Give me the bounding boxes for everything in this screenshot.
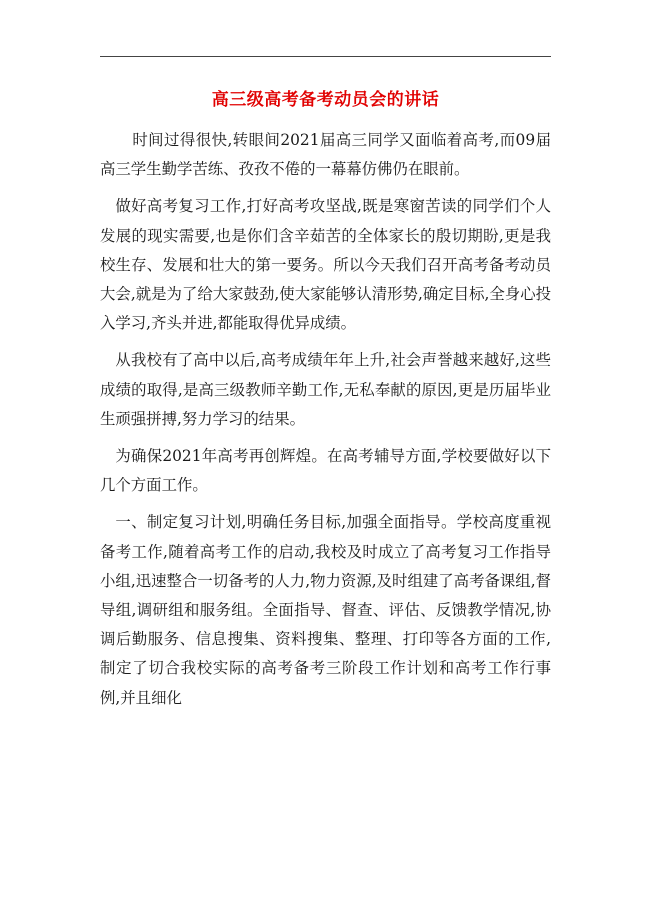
paragraph-1: 时间过得很快,转眼间2021届高三同学又面临着高考,而09届高三学生勤学苦练、孜孜不倦的一幕幕仿佛仍在眼前。 [100, 131, 551, 179]
document-title: 高三级高考备考动员会的讲话 [211, 90, 440, 110]
paragraph-2: 做好高考复习工作,打好高考攻坚战,既是寒窗苦读的同学们个人发展的现实需要,也是你们含辛茹苦的全体家长的殷切期盼,更是我校生存、发展和壮大的第一要务。所以今天我们召开高考备考动员大会,就是为了给大家鼓劲,使大家能够认清形势,确定目标,全身心投入学习,齐头并进,都能取得优异成绩。 [100, 197, 551, 333]
document-body [100, 126, 551, 721]
paragraph-5: 一、制定复习计划,明确任务目标,加强全面指导。学校高度重视备考工作,随着高考工作的启动,我校及时成立了高考复习工作指导小组,迅速整合一切备考的人力,物力资源,及时组建了高考备课组,督导组,调研组和服务组。全面指导、督查、评估、反馈教学情况,协调后勤服务、信息搜集、资料搜集、整理、打印等各方面的工作,制定了切合我校实际的高考备考三阶段工作计划和高考工作行事例,并且细化 [100, 513, 551, 707]
paragraph-3: 从我校有了高中以后,高考成绩年年上升,社会声誉越来越好,这些成绩的取得,是高三级教师辛勤工作,无私奉献的原因,更是历届毕业生顽强拼搏,努力学习的结果。 [100, 351, 551, 428]
paragraph-4: 为确保2021年高考再创辉煌。在高考辅导方面,学校要做好以下几个方面工作。 [100, 447, 551, 495]
header-rule [100, 56, 551, 57]
